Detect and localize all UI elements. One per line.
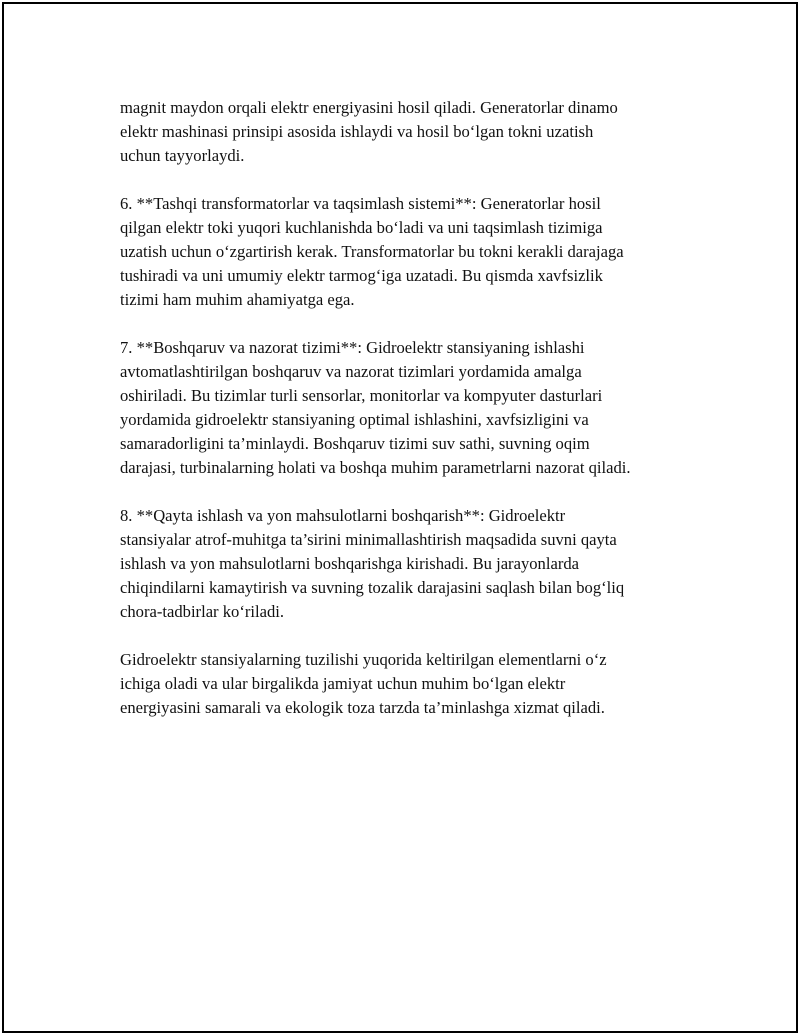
text-line: yordamida gidroelektr stansiyaning optimal ishlashini, xavfsizligini va [120,410,589,429]
text-line: darajasi, turbinalarning holati va boshqa muhim parametrlarni nazorat qiladi. [120,458,631,477]
text-line: ichiga oladi va ular birgalikda jamiyat uchun muhim bo‘lgan elektr [120,674,566,693]
text-line: 6. **Tashqi transformatorlar va taqsimlash sistemi**: Generatorlar hosil [120,194,601,213]
text-line: energiyasini samarali va ekologik toza tarzda ta’minlashga xizmat qiladi. [120,698,605,717]
text-line: chiqindilarni kamaytirish va suvning tozalik darajasini saqlash bilan bog‘liq [120,578,625,597]
text-line: uchun tayyorlaydi. [120,146,245,165]
text-line: chora-tadbirlar ko‘riladi. [120,602,285,621]
text-line: oshiriladi. Bu tizimlar turli sensorlar, monitorlar va kompyuter dasturlari [120,386,603,405]
text-line: magnit maydon orqali elektr energiyasini hosil qiladi. Generatorlar dinamo [120,98,618,117]
text-line: tushiradi va uni umumiy elektr tarmog‘iga uzatadi. Bu qismda xavfsizlik [120,266,603,285]
paragraph-item-7-control-system [120,336,690,480]
paragraph-item-8-recycling [120,504,690,624]
text-line: samaradorligini ta’minlaydi. Boshqaruv tizimi suv sathi, suvning oqim [120,434,590,453]
text-line: qilgan elektr toki yuqori kuchlanishda bo‘ladi va uni taqsimlash tizimiga [120,218,603,237]
text-line: uzatish uchun o‘zgartirish kerak. Transformatorlar bu tokni kerakli darajaga [120,242,624,261]
text-line: avtomatlashtirilgan boshqaruv va nazorat tizimlari yordamida amalga [120,362,582,381]
text-line: Gidroelektr stansiyalarning tuzilishi yuqorida keltirilgan elementlarni o‘z [120,650,607,669]
text-line: 8. **Qayta ishlash va yon mahsulotlarni boshqarish**: Gidroelektr [120,506,566,525]
paragraph-conclusion [120,648,690,720]
text-line: elektr mashinasi prinsipi asosida ishlaydi va hosil bo‘lgan tokni uzatish [120,122,594,141]
paragraph-item-6-transformers [120,192,690,312]
paragraph-generator-continuation [120,96,690,168]
text-line: 7. **Boshqaruv va nazorat tizimi**: Gidroelektr stansiyaning ishlashi [120,338,585,357]
text-line: stansiyalar atrof-muhitga ta’sirini minimallashtirish maqsadida suvni qayta [120,530,617,549]
document-page [2,2,798,1033]
document-body [120,96,690,744]
text-line: tizimi ham muhim ahamiyatga ega. [120,290,355,309]
text-line: ishlash va yon mahsulotlarni boshqarishga kirishadi. Bu jarayonlarda [120,554,580,573]
